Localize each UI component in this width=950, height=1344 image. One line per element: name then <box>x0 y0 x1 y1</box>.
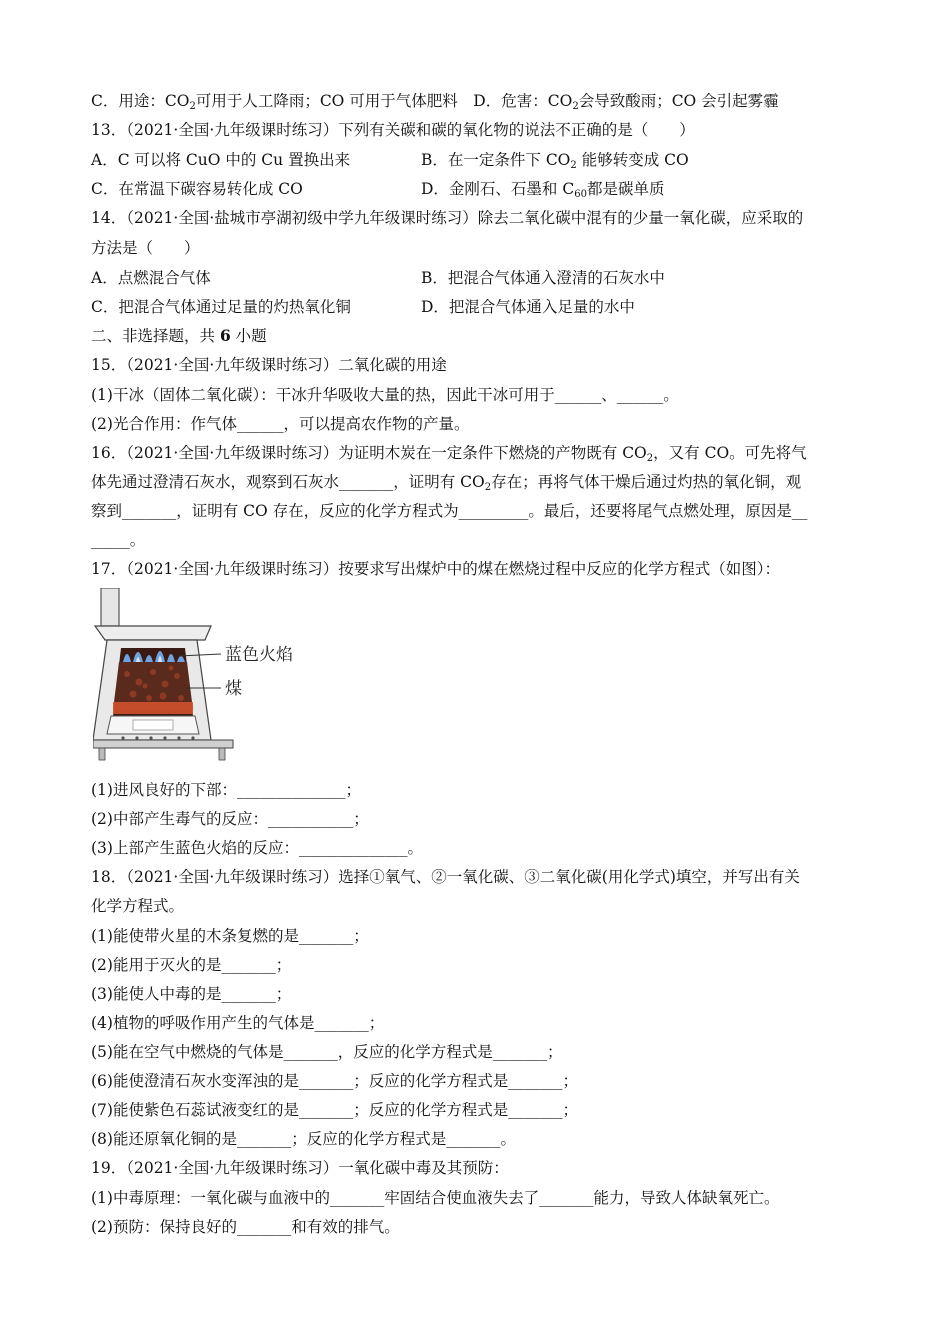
q13-option-b: B．在一定条件下 $CO_2$ 能够转变成 CO <box>421 151 689 171</box>
stove-base <box>93 740 233 748</box>
q14-option-a: A．点燃混合气体 <box>91 269 211 287</box>
q13-option-a: A．C 可以将 CuO 中的 Cu 置换出来 <box>91 151 351 169</box>
q15-stem: 15．（2021·全国·九年级课时练习）二氧化碳的用途 <box>91 356 447 374</box>
section-heading: 二、非选择题，共 6 小题 <box>91 326 267 345</box>
q19-part1: (1)中毒原理：一氧化碳与血液中的_______牢固结合使血液失去了_______能力，导致人体缺氧死亡。 <box>91 1189 780 1207</box>
label-blue-flame: 蓝色火焰 <box>225 645 293 665</box>
q18-stem-cont: 化学方程式。 <box>91 897 185 915</box>
q18-part7: (7)能使紫色石蕊试液变红的是_______；反应的化学方程式是_______； <box>91 1101 578 1119</box>
stove-top-plate <box>95 626 211 640</box>
q18-stem: 18．（2021·全国·九年级课时练习）选择①氧气、②一氧化碳、③二氧化碳(用化学式)填空，并写出有关 <box>91 868 800 886</box>
q18-part4: (4)植物的呼吸作用产生的气体是_______； <box>91 1014 385 1032</box>
q17-stem: 17．（2021·全国·九年级课时练习）按要求写出煤炉中的煤在燃烧过程中反应的化学方程式（如图）： <box>91 560 781 578</box>
glowing-embers <box>113 702 193 714</box>
coal-stove-figure <box>93 588 313 766</box>
q13-stem: 13．（2021·全国·九年级课时练习）下列有关碳和碳的氧化物的说法不正确的是（ ） <box>91 121 695 139</box>
q16-stem: 16．（2021·全国·九年级课时练习）为证明木炭在一定条件下燃烧的产物既有 $CO_2$，又有 CO。可先将气 <box>91 444 807 464</box>
q16-stem-cont3: _____。 <box>91 531 146 549</box>
q14-option-d: D．把混合气体通入足量的水中 <box>421 298 635 316</box>
q15-part2: (2)光合作用：作气体______，可以提高农作物的产量。 <box>91 415 470 433</box>
q15-part1: (1)干冰（固体二氧化碳）：干冰升华吸收大量的热，因此干冰可用于______、______。 <box>91 386 679 404</box>
label-coal: 煤 <box>225 679 242 699</box>
q17-part3: (3)上部产生蓝色火焰的反应：______________。 <box>91 839 423 857</box>
q18-part5: (5)能在空气中燃烧的气体是_______，反应的化学方程式是_______； <box>91 1043 563 1061</box>
q17-part1: (1)进风良好的下部：______________； <box>91 781 361 799</box>
q19-stem: 19．（2021·全国·九年级课时练习）一氧化碳中毒及其预防： <box>91 1159 509 1177</box>
q16-stem-cont1: 体先通过澄清石灰水，观察到石灰水_______，证明有 $CO_2$存在；再将气体干燥后通过灼热的氧化铜，观 <box>91 473 802 493</box>
q14-option-b: B．把混合气体通入澄清的石灰水中 <box>421 269 665 287</box>
q14-stem: 14．（2021·全国·盐城市亭湖初级中学九年级课时练习）除去二氧化碳中混有的少量一氧化碳，应采取的 <box>91 209 804 227</box>
q16-stem-cont2: 察到_______，证明有 CO 存在，反应的化学方程式为_________。最后，还要将尾气点燃处理，原因是__ <box>91 502 808 520</box>
q18-part3: (3)能使人中毒的是_______； <box>91 985 292 1003</box>
q17-part2: (2)中部产生毒气的反应：___________； <box>91 810 369 828</box>
q13-option-d: D．金刚石、石墨和 $C_{60}$都是碳单质 <box>421 180 665 200</box>
q14-stem-cont: 方法是（ ） <box>91 239 200 257</box>
chimney-pipe <box>101 588 119 626</box>
q19-part2: (2)预防：保持良好的_______和有效的排气。 <box>91 1218 400 1236</box>
q18-part2: (2)能用于灭火的是_______； <box>91 956 292 974</box>
q14-option-c: C．把混合气体通过足量的灼热氧化铜 <box>91 298 351 316</box>
q18-part8: (8)能还原氧化铜的是_______；反应的化学方程式是_______。 <box>91 1130 516 1148</box>
q13-option-c: C．在常温下碳容易转化成 CO <box>91 180 303 198</box>
q12-option-cd: C．用途：$CO_2$可用于人工降雨；CO 可用于气体肥料 D．危害：$CO_2$会导致酸雨；CO 会引起雾霾 <box>91 92 779 112</box>
q18-part1: (1)能使带火星的木条复燃的是_______； <box>91 927 369 945</box>
q18-part6: (6)能使澄清石灰水变浑浊的是_______；反应的化学方程式是_______； <box>91 1072 578 1090</box>
